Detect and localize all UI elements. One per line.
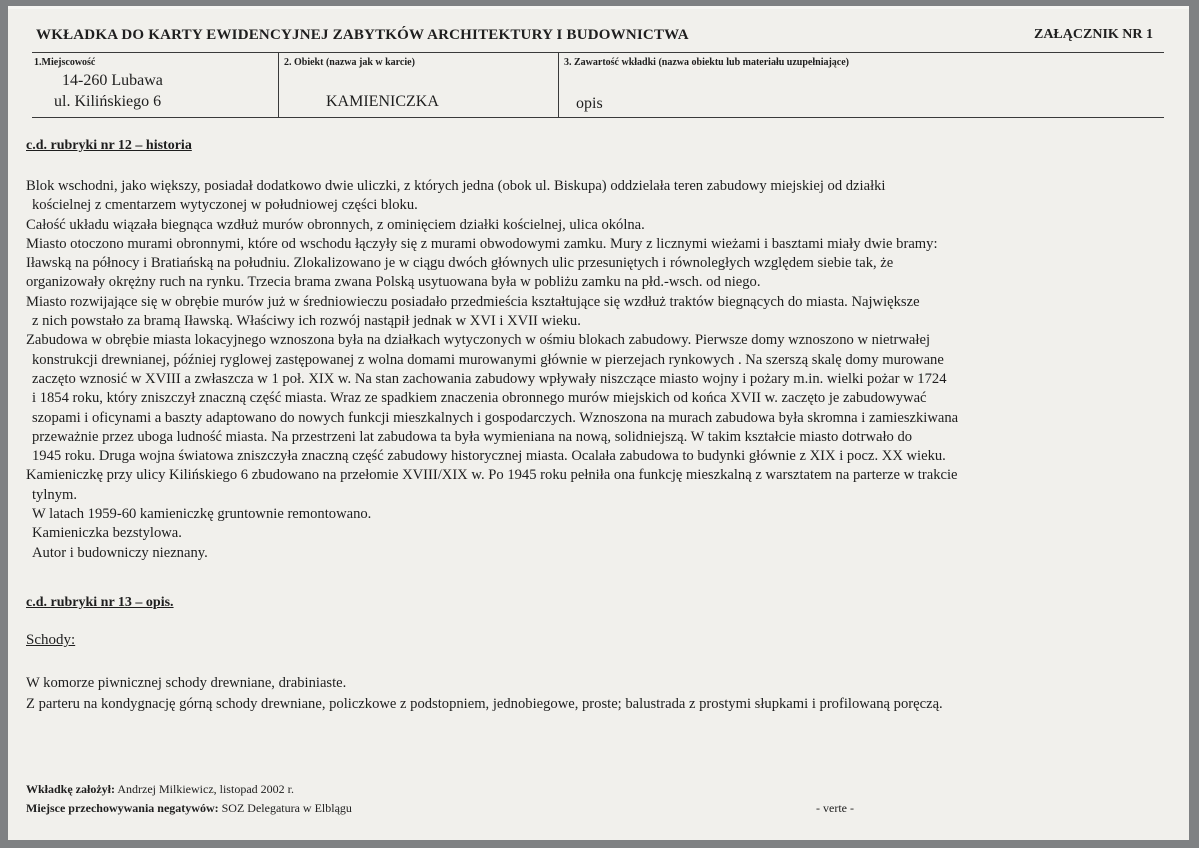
history-line: Autor i budowniczy nieznany.: [32, 544, 208, 561]
storage-label: Miejsce przechowywania negatywów:: [26, 801, 219, 815]
document-title: WKŁADKA DO KARTY EWIDENCYJNEJ ZABYTKÓW ARCHITEKTURY I BUDOWNICTWA: [36, 27, 689, 43]
history-line: Kamieniczkę przy ulicy Kilińskiego 6 zbudowano na przełomie XVIII/XIX w. Po 1945 roku pełniła ona funkcję mieszkalną z warsztatem na parterze w trakcie: [26, 467, 958, 484]
history-line: W latach 1959-60 kamieniczkę gruntownie remontowano.: [32, 506, 372, 523]
header-rule-top: [32, 52, 1164, 53]
field-separator-1: [278, 53, 279, 117]
author-label: Wkładkę założył:: [26, 782, 115, 796]
history-line: Zabudowa w obrębie miasta lokacyjnego wznoszona była na działkach wytyczonych w ośmiu blokach zabudowy. Pierwsze domy wznoszono w nietrwałej: [26, 332, 930, 349]
storage-line: [26, 801, 352, 816]
object-label: 2. Obiekt (nazwa jak w karcie): [284, 57, 415, 68]
content-label: 3. Zawartość wkładki (nazwa obiektu lub materiału uzupełniające): [564, 57, 850, 68]
object-name: KAMIENICZKA: [326, 93, 439, 110]
stairs-description: [26, 673, 943, 715]
history-line: Całość układu wiązała biegnąca wzdłuż murów obronnych, z ominięciem działki kościelnej, ulica okólna.: [26, 216, 645, 233]
history-line: Miasto rozwijające się w obrębie murów już w średniowieczu posiadało przedmieścia kształtujące się wzdłuż traktów biegnących do miasta. Największe: [26, 293, 920, 310]
author-value: Andrzej Milkiewicz, listopad 2002 r.: [117, 782, 294, 796]
page-edge: [8, 6, 1189, 9]
storage-value: SOZ Delegatura w Elblągu: [221, 801, 352, 815]
document-page: [8, 6, 1189, 840]
location-street: ul. Kilińskiego 6: [54, 93, 162, 110]
verte-note: - verte -: [816, 801, 854, 815]
history-line: kościelnej z cmentarzem wytyczonej w południowej części bloku.: [32, 197, 418, 214]
history-line: 1945 roku. Druga wojna światowa zniszczyła znaczną część zabudowy historycznej miasta. Ocalała zabudowa to budynki głównie z XIX i pocz. XX wieku.: [32, 448, 946, 465]
history-line: Blok wschodni, jako większy, posiadał dodatkowo dwie uliczki, z których jedna (obok ul. Biskupa) oddzielała teren zabudowy miejskiej od działki: [26, 178, 886, 194]
history-text: [26, 177, 1166, 563]
annex-number: ZAŁĄCZNIK NR 1: [1033, 27, 1153, 42]
history-line: z nich powstało za bramą Iławską. Właściwy ich rozwój nastąpił jednak w XVI i XVII wieku.: [32, 313, 581, 330]
history-line: organizowały okrężny ruch na rynku. Trzecia brama zwana Polską usytuowana była w pobliżu zamku na płd.-wsch. od niego.: [26, 274, 761, 291]
content-value: opis: [576, 95, 603, 112]
history-line: konstrukcji drewnianej, później ryglowej zastępowanej z wolna domami murowanymi głównie w pierzejach rynkowych . Na szerszą skalę domy murowane: [32, 351, 944, 368]
author-line: [26, 782, 294, 797]
history-line: zaczęto wznosić w XVIII a zwłaszcza w 1 poł. XIX w. Na stan zachowania zabudowy wpływały niszczące miasto wojny i pożary m.in. wielki pożar w 1724: [32, 370, 947, 387]
location-postcode: 14-260 Lubawa: [62, 72, 163, 89]
history-line: i 1854 roku, który zniszczył znaczną część miasta. Wraz ze spadkiem znaczenia obronnego murów miejskich od końca XVII w. zaczęto je zabudowywać: [32, 390, 927, 407]
history-line: szopami i oficynami a baszty adaptowano do nowych funkcji mieszkalnych i gospodarczych. Wznoszona na murach zabudowa była skromna i zamieszkiwana: [32, 409, 959, 426]
history-line: tylnym.: [32, 486, 77, 503]
section-12-heading: c.d. rubryki nr 12 – historia: [26, 138, 192, 153]
history-line: Iławską na północy i Bratiańską na południu. Zlokalizowano je w ciągu dwóch głównych ulic przesuniętych i równoległych względem siebie tak, że: [26, 255, 894, 272]
location-label: 1.Miejscowość: [34, 57, 96, 68]
stairs-line: W komorze piwnicznej schody drewniane, drabiniaste.: [26, 675, 347, 691]
section-13-heading: c.d. rubryki nr 13 – opis.: [26, 595, 174, 610]
history-line: Miasto otoczono murami obronnymi, które od wschodu łączyły się z murami obwodowymi zamku. Mury z licznymi wieżami i basztami miały dwie bramy:: [26, 235, 938, 252]
stairs-line: Z parteru na kondygnację górną schody drewniane, policzkowe z podstopniem, jednobiegowe, proste; balustrada z prostymi słupkami i profilowaną poręczą.: [26, 696, 943, 712]
history-line: przeważnie przez uboga ludność miasta. Na przestrzeni lat zabudowa ta była wymieniana na nową, solidniejszą. W takim kształcie miasto dotrwało do: [32, 428, 913, 445]
history-line: Kamieniczka bezstylowa.: [32, 525, 182, 542]
stairs-subheading: Schody:: [26, 632, 76, 648]
field-separator-2: [558, 53, 559, 117]
header-rule-bottom: [32, 117, 1164, 118]
